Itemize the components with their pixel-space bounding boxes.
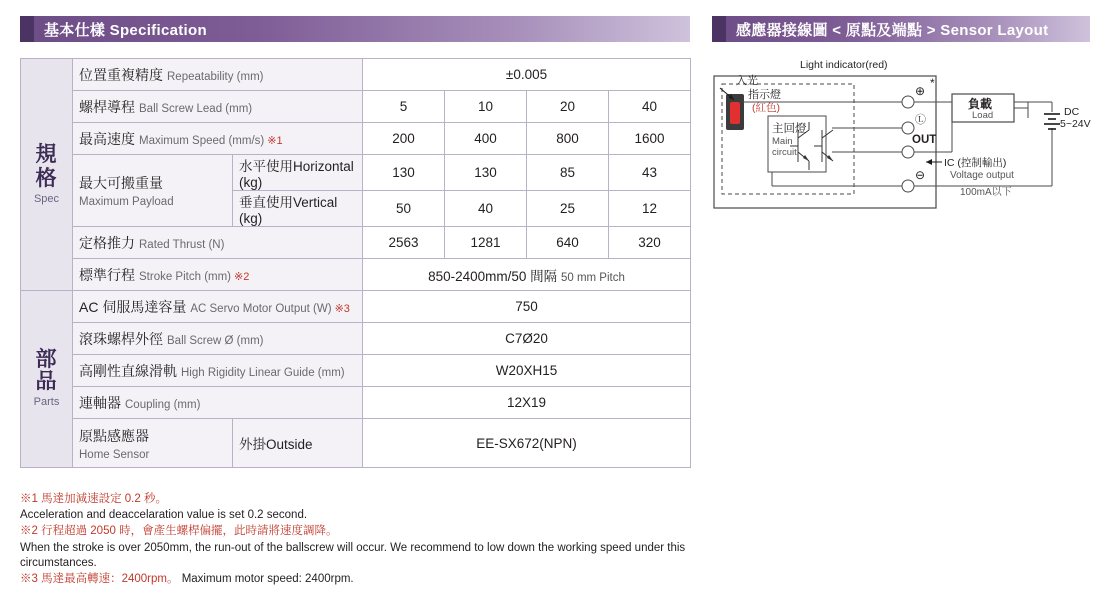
group-label-cn: 部品 — [35, 348, 58, 394]
footnote-3-cn: ※3 馬達最高轉速：2400rpm。 — [20, 572, 179, 585]
value-ballscrew-dia: C7Ø20 — [363, 323, 691, 355]
asterisk-marker: * — [930, 76, 935, 90]
sublabel-en: Outside — [266, 437, 313, 452]
label-cn: 位置重複精度 — [79, 66, 163, 83]
sublabel-cn: 外掛 — [239, 437, 266, 452]
label-en: AC Servo Motor Output (W) — [190, 302, 332, 315]
out-terminal-label: OUT — [912, 134, 937, 146]
value-cell: 2563 — [363, 227, 445, 259]
value-cell: 5 — [363, 91, 445, 123]
footnote-3-en: Maximum motor speed: 2400rpm. — [181, 572, 354, 585]
group-label-cn: 規格 — [35, 143, 58, 190]
light-in-label: 入光 — [736, 75, 758, 87]
value-cell: 200 — [363, 123, 445, 155]
row-label-max-payload — [73, 155, 233, 227]
spec-section-title: 基本仕樣 Specification — [44, 21, 207, 39]
label-en: Maximum Speed (mm/s) — [139, 134, 265, 147]
label-note: ※3 — [334, 302, 350, 315]
value-cell: 1600 — [609, 123, 691, 155]
value-sub: 50 mm Pitch — [560, 271, 625, 284]
table-row — [21, 291, 691, 323]
footnote-1-en: Acceleration and deaccelaration value is set 0.2 second. — [20, 509, 308, 522]
label-cn: 滾珠螺桿外徑 — [79, 330, 163, 347]
value-cell: 85 — [527, 155, 609, 191]
light-indicator-label: Light indicator(red) — [800, 59, 888, 71]
footnotes — [20, 492, 710, 588]
label-cn: AC 伺服馬達容量 — [79, 298, 187, 315]
sensor-section-header — [712, 16, 1090, 42]
label-en: Ball Screw Lead (mm) — [139, 102, 253, 115]
table-row — [21, 323, 691, 355]
label-cn: 標準行程 — [79, 266, 135, 283]
label-cn: 高剛性直線滑軌 — [79, 362, 177, 379]
label-cn: 原點感應器 — [79, 427, 149, 444]
dc-label: DC — [1064, 106, 1080, 118]
value-repeatability: ±0.005 — [363, 59, 691, 91]
row-label-repeatability — [73, 59, 363, 91]
l-terminal-symbol: Ⓛ — [915, 114, 926, 126]
sublabel-cn: 垂直使用 — [239, 195, 293, 210]
current-limit-label: 100mA以下 — [960, 187, 1012, 198]
main-circuit-label-cn: 主回燈 — [772, 123, 807, 135]
label-cn: 最高速度 — [79, 130, 135, 147]
value-cell: 130 — [363, 155, 445, 191]
label-cn: 最大可搬重量 — [79, 175, 163, 191]
value-cell: 800 — [527, 123, 609, 155]
value-cell: 10 — [445, 91, 527, 123]
row-sublabel-horizontal — [233, 155, 363, 191]
indicator-label: 指示燈 — [748, 89, 781, 101]
value-cell: 43 — [609, 155, 691, 191]
value-cell: 40 — [609, 91, 691, 123]
label-en: Maximum Payload — [79, 196, 174, 208]
row-label-max-speed — [73, 123, 363, 155]
row-label-ballscrew-dia — [73, 323, 363, 355]
table-row — [21, 355, 691, 387]
main-circuit-label-en1: Main — [772, 136, 793, 147]
group-label-en: Parts — [33, 396, 60, 409]
label-en: High Rigidity Linear Guide (mm) — [181, 366, 345, 379]
row-label-servo-output — [73, 291, 363, 323]
label-en: Repeatability (mm) — [167, 70, 264, 83]
footnote-1-cn: ※1 馬達加減速設定 0.2 秒。 — [20, 493, 167, 505]
label-note: ※2 — [234, 270, 250, 283]
row-label-coupling — [73, 387, 363, 419]
row-label-ballscrew-lead — [73, 91, 363, 123]
table-row — [21, 59, 691, 91]
value-stroke-pitch — [363, 259, 691, 291]
value-home-sensor: EE-SX672(NPN) — [363, 419, 691, 468]
footnote-3 — [20, 572, 710, 587]
value-cell: 640 — [527, 227, 609, 259]
table-row — [21, 387, 691, 419]
table-row — [21, 123, 691, 155]
dc-value: 5~24V — [1060, 118, 1091, 130]
footnote-2-cn: ※2 行程超過 2050 時，會產生螺桿偏擺，此時請將速度調降。 — [20, 525, 338, 538]
value-cell: 1281 — [445, 227, 527, 259]
row-label-linear-guide — [73, 355, 363, 387]
header-tab-accent — [712, 16, 726, 42]
table-row — [21, 91, 691, 123]
label-cn: 定格推力 — [79, 234, 135, 251]
label-cn: 螺桿導程 — [79, 98, 135, 115]
row-label-home-sensor — [73, 419, 233, 468]
label-en: Stroke Pitch (mm) — [139, 270, 232, 283]
value-linear-guide: W20XH15 — [363, 355, 691, 387]
group-label-en: Spec — [33, 193, 60, 206]
load-label-en: Load — [972, 110, 994, 121]
sensor-section-title: 感應器接線圖 < 原點及端點 > Sensor Layout — [736, 21, 1049, 39]
value-cell: 400 — [445, 123, 527, 155]
row-label-stroke-pitch — [73, 259, 363, 291]
value-cell: 25 — [527, 191, 609, 227]
value-coupling: 12X19 — [363, 387, 691, 419]
row-label-rated-thrust — [73, 227, 363, 259]
table-row — [21, 419, 691, 468]
row-sublabel-vertical — [233, 191, 363, 227]
row-sublabel-outside — [233, 419, 363, 468]
header-tab-accent — [20, 16, 34, 42]
voltage-output-label: Voltage output — [950, 170, 1014, 181]
value-main: 850-2400mm/50 間隔 — [428, 268, 558, 284]
value-cell: 20 — [527, 91, 609, 123]
group-cell-parts — [21, 291, 73, 468]
group-cell-spec — [21, 59, 73, 291]
label-en: Rated Thrust (N) — [139, 238, 225, 251]
sublabel-en: Vertical (kg) — [239, 195, 338, 226]
table-row — [21, 155, 691, 191]
table-row — [21, 227, 691, 259]
value-cell: 50 — [363, 191, 445, 227]
label-en: Home Sensor — [79, 448, 150, 461]
value-cell: 320 — [609, 227, 691, 259]
ic-output-label: IC (控制輸出) — [944, 157, 1007, 169]
footnote-2-en: When the stroke is over 2050mm, the run-out of the ballscrew will occur. We recommend to low down the working speed under this circumstances. — [20, 541, 686, 569]
label-en: Ball Screw Ø (mm) — [167, 334, 264, 347]
indicator-color-label: (紅色) — [752, 102, 780, 114]
main-circuit-label-en2: circuit — [772, 147, 797, 158]
sublabel-en: Horizontal (kg) — [239, 159, 354, 190]
specification-table — [20, 58, 691, 468]
value-cell: 130 — [445, 155, 527, 191]
label-note: ※1 — [267, 134, 283, 147]
label-cn: 連軸器 — [79, 394, 121, 411]
label-en: Coupling (mm) — [125, 398, 201, 411]
plus-terminal-symbol: ⊕ — [915, 84, 926, 98]
value-servo-output: 750 — [363, 291, 691, 323]
value-cell: 12 — [609, 191, 691, 227]
load-label-cn: 負載 — [968, 97, 993, 111]
table-row — [21, 259, 691, 291]
sensor-layout-diagram — [712, 58, 1090, 224]
value-cell: 40 — [445, 191, 527, 227]
spec-section-header — [20, 16, 690, 42]
minus-terminal-symbol: ⊖ — [915, 168, 926, 182]
sublabel-cn: 水平使用 — [239, 159, 293, 174]
